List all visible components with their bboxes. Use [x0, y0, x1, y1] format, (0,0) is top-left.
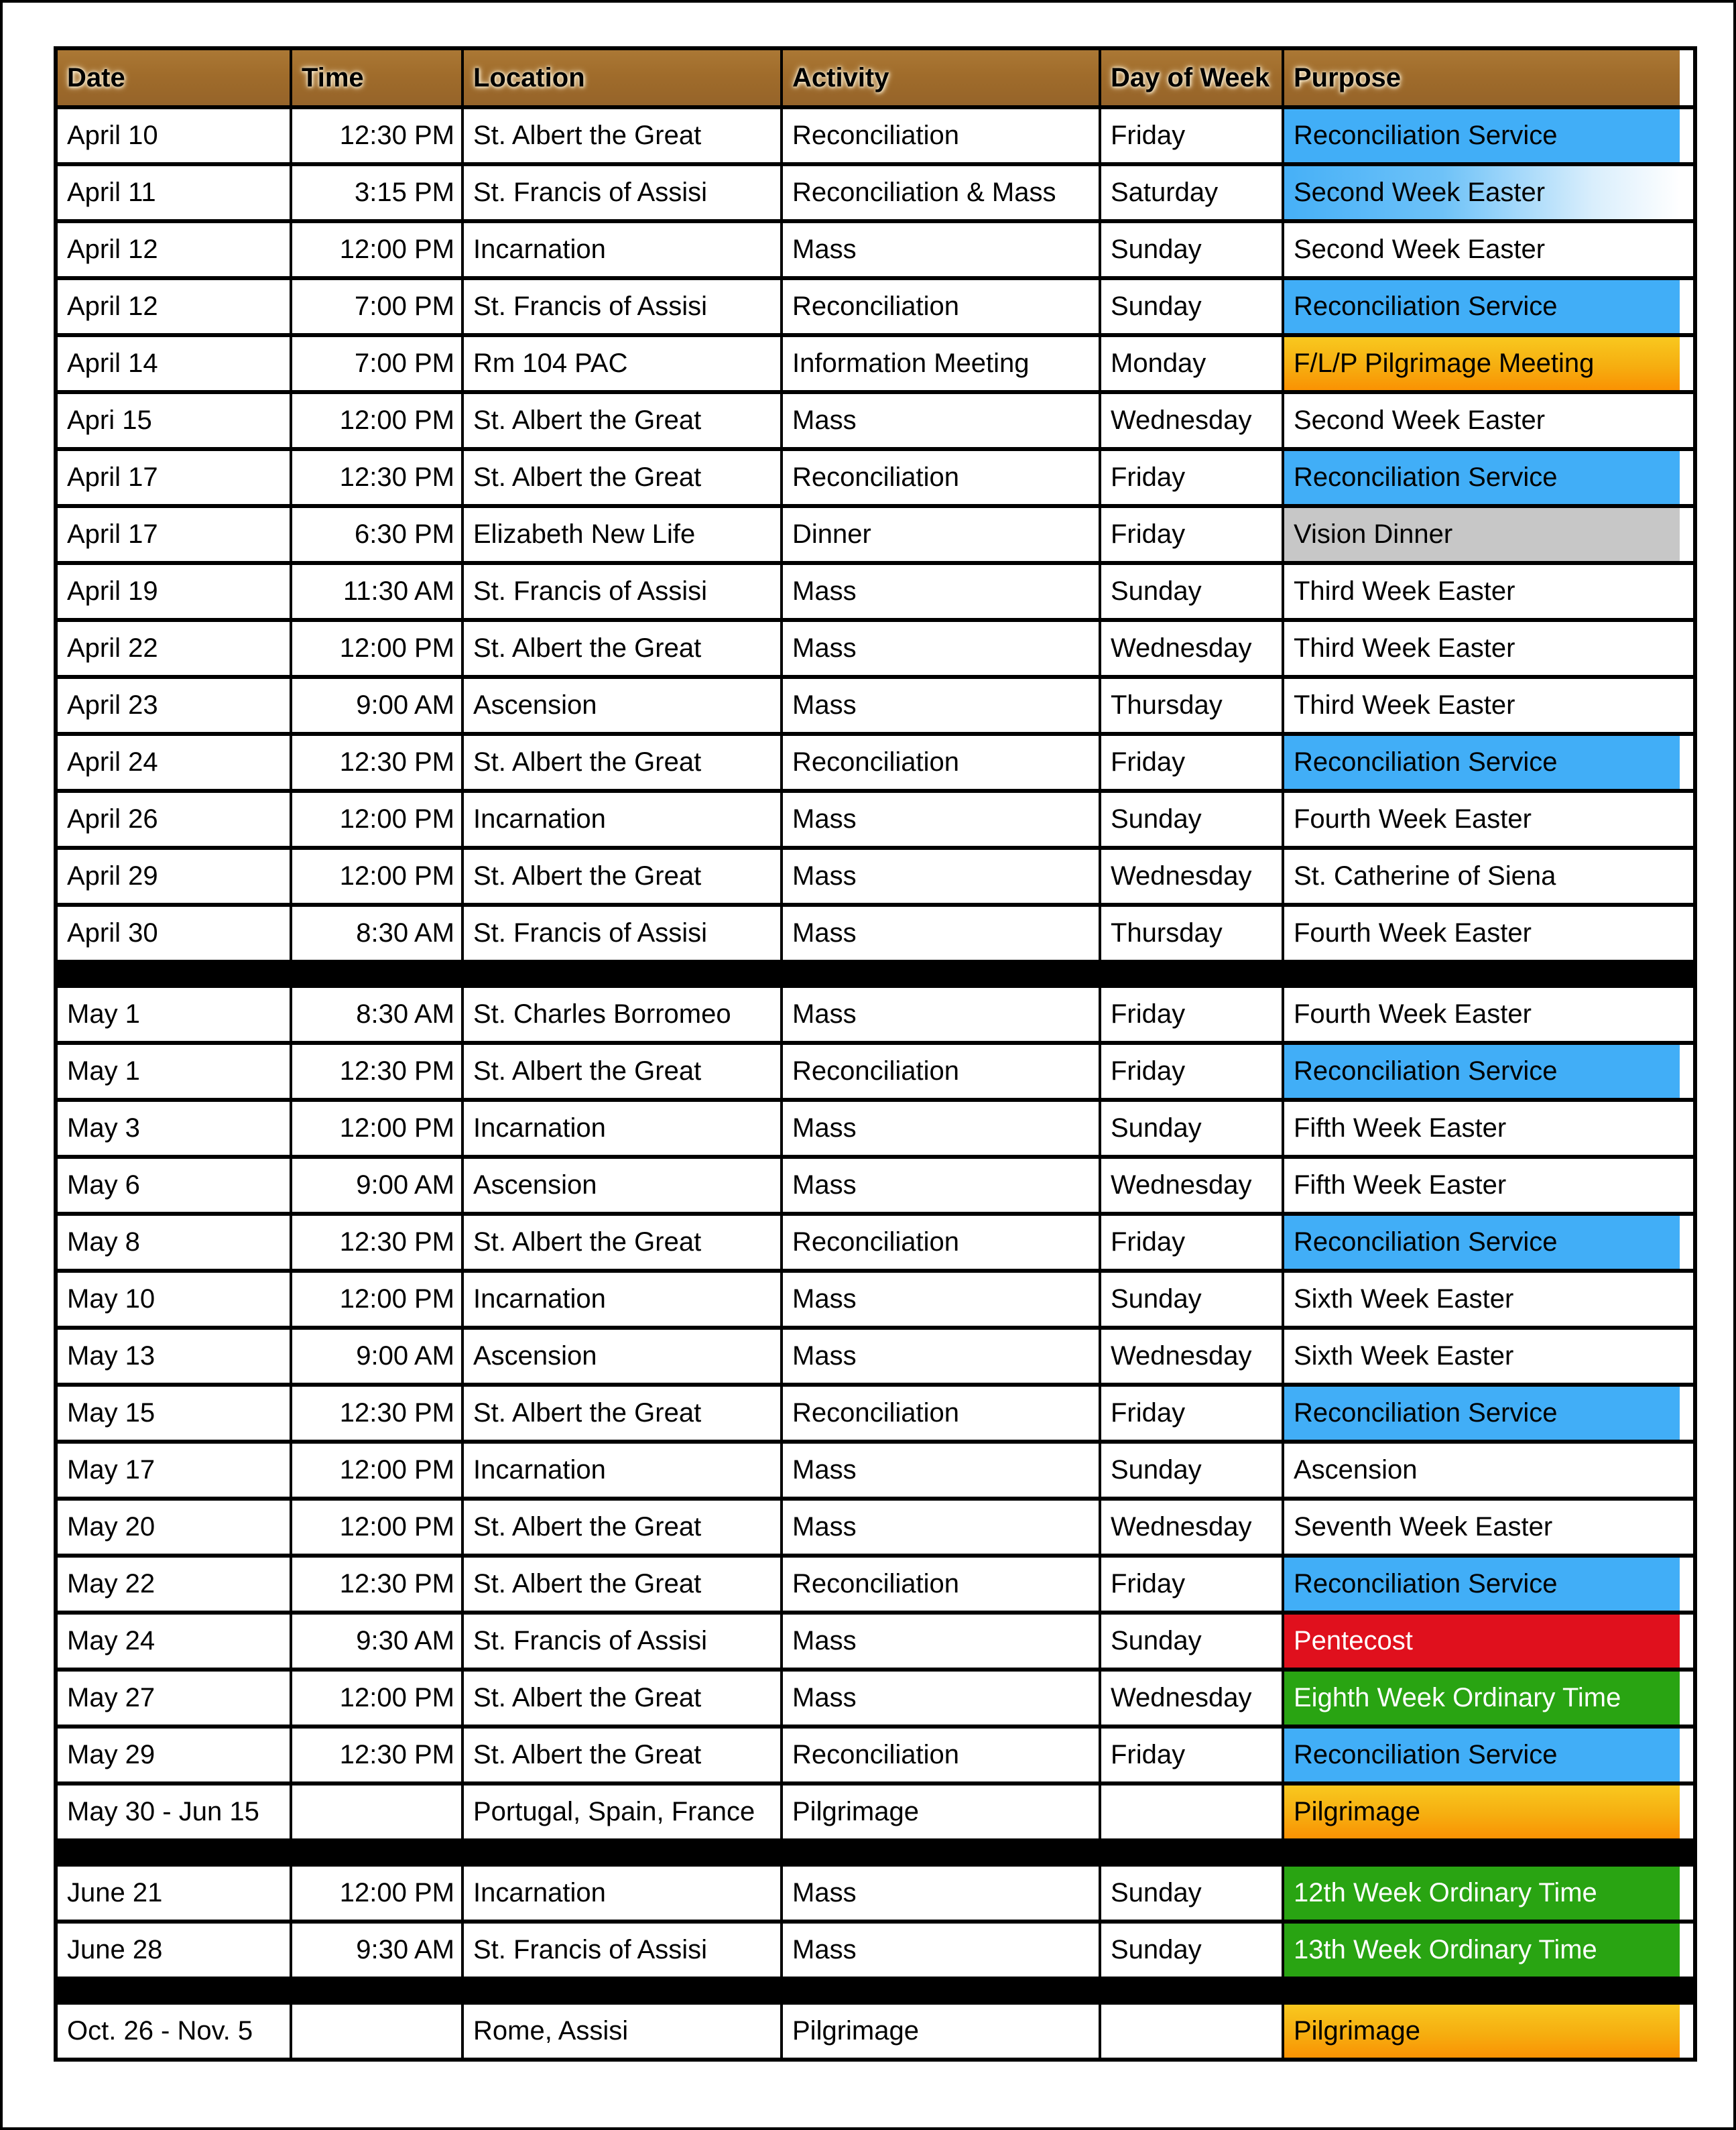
cell-location: St. Albert the Great [461, 1729, 780, 1781]
table-row [58, 166, 1693, 223]
cell-day: Wednesday [1099, 1501, 1282, 1554]
cell-purpose: 12th Week Ordinary Time [1282, 1867, 1680, 1920]
table-row [58, 1615, 1693, 1672]
cell-location: St. Francis of Assisi [461, 565, 780, 618]
cell-day: Friday [1099, 1729, 1282, 1781]
cell-time: 9:00 AM [290, 1159, 461, 1212]
cell-purpose: Fifth Week Easter [1282, 1159, 1680, 1212]
cell-time: 11:30 AM [290, 565, 461, 618]
table-row [58, 394, 1693, 451]
cell-time: 9:30 AM [290, 1615, 461, 1668]
section-separator [58, 1842, 1693, 1867]
table-row [58, 1102, 1693, 1159]
cell-day: Saturday [1099, 166, 1282, 219]
cell-purpose: Reconciliation Service [1282, 1045, 1680, 1098]
cell-date: June 21 [58, 1867, 290, 1920]
cell-day: Wednesday [1099, 394, 1282, 447]
cell-activity: Reconciliation [780, 1558, 1099, 1611]
table-row [58, 1330, 1693, 1387]
cell-location: Rm 104 PAC [461, 337, 780, 390]
cell-location: Incarnation [461, 793, 780, 846]
cell-purpose: Fourth Week Easter [1282, 988, 1680, 1041]
cell-date: April 29 [58, 850, 290, 903]
cell-day: Friday [1099, 508, 1282, 561]
cell-time: 12:00 PM [290, 223, 461, 276]
cell-date: April 14 [58, 337, 290, 390]
cell-day: Wednesday [1099, 622, 1282, 675]
cell-location: Ascension [461, 1330, 780, 1383]
cell-time: 6:30 PM [290, 508, 461, 561]
cell-activity: Reconciliation [780, 1045, 1099, 1098]
cell-day: Wednesday [1099, 1672, 1282, 1725]
cell-time: 12:00 PM [290, 1102, 461, 1155]
table-row [58, 565, 1693, 622]
cell-location: St. Albert the Great [461, 1387, 780, 1440]
header-cell-purpose: Purpose [1282, 50, 1680, 105]
table-row [58, 1387, 1693, 1444]
cell-day: Monday [1099, 337, 1282, 390]
cell-date: May 10 [58, 1273, 290, 1326]
cell-location: Rome, Assisi [461, 2005, 780, 2058]
cell-time: 7:00 PM [290, 280, 461, 333]
cell-purpose: Reconciliation Service [1282, 1387, 1680, 1440]
cell-activity: Reconciliation [780, 736, 1099, 789]
cell-purpose: Sixth Week Easter [1282, 1330, 1680, 1383]
cell-location: Elizabeth New Life [461, 508, 780, 561]
table-row [58, 1924, 1693, 1981]
cell-location: St. Albert the Great [461, 1501, 780, 1554]
cell-activity: Reconciliation [780, 109, 1099, 162]
cell-day: Sunday [1099, 565, 1282, 618]
cell-activity: Mass [780, 1444, 1099, 1497]
cell-activity: Mass [780, 850, 1099, 903]
cell-activity: Mass [780, 1159, 1099, 1212]
cell-location: St. Francis of Assisi [461, 1615, 780, 1668]
cell-date: April 11 [58, 166, 290, 219]
cell-day: Sunday [1099, 223, 1282, 276]
cell-day: Thursday [1099, 907, 1282, 960]
table-row [58, 2005, 1693, 2058]
cell-activity: Information Meeting [780, 337, 1099, 390]
cell-location: St. Albert the Great [461, 1045, 780, 1098]
table-row [58, 850, 1693, 907]
table-row [58, 223, 1693, 280]
cell-purpose: Pilgrimage [1282, 1786, 1680, 1838]
cell-day: Friday [1099, 1216, 1282, 1269]
cell-location: St. Albert the Great [461, 1216, 780, 1269]
cell-date: May 13 [58, 1330, 290, 1383]
cell-day: Friday [1099, 988, 1282, 1041]
cell-purpose: Reconciliation Service [1282, 109, 1680, 162]
cell-time: 12:30 PM [290, 1045, 461, 1098]
cell-location: St. Albert the Great [461, 451, 780, 504]
cell-location: St. Francis of Assisi [461, 166, 780, 219]
cell-date: Oct. 26 - Nov. 5 [58, 2005, 290, 2058]
cell-date: April 12 [58, 280, 290, 333]
cell-purpose: 13th Week Ordinary Time [1282, 1924, 1680, 1977]
cell-time: 12:30 PM [290, 1558, 461, 1611]
table-row [58, 1729, 1693, 1786]
cell-time [290, 2005, 461, 2058]
cell-time: 7:00 PM [290, 337, 461, 390]
cell-date: May 6 [58, 1159, 290, 1212]
cell-purpose: Third Week Easter [1282, 622, 1680, 675]
table-row [58, 1672, 1693, 1729]
header-cell-activity: Activity [780, 50, 1099, 105]
cell-time: 8:30 AM [290, 988, 461, 1041]
cell-location: St. Albert the Great [461, 1672, 780, 1725]
cell-location: St. Albert the Great [461, 736, 780, 789]
cell-day: Friday [1099, 1387, 1282, 1440]
cell-activity: Mass [780, 1672, 1099, 1725]
cell-location: Incarnation [461, 1273, 780, 1326]
cell-purpose: Second Week Easter [1282, 394, 1680, 447]
cell-activity: Reconciliation [780, 1216, 1099, 1269]
cell-time: 8:30 AM [290, 907, 461, 960]
section-separator [58, 1981, 1693, 2005]
header-row [58, 50, 1693, 109]
cell-time: 12:00 PM [290, 622, 461, 675]
cell-activity: Mass [780, 1924, 1099, 1977]
cell-location: Ascension [461, 1159, 780, 1212]
cell-date: May 27 [58, 1672, 290, 1725]
cell-day: Friday [1099, 451, 1282, 504]
cell-date: Apri 15 [58, 394, 290, 447]
table-row [58, 508, 1693, 565]
cell-date: May 8 [58, 1216, 290, 1269]
cell-time [290, 1786, 461, 1838]
table-row [58, 1444, 1693, 1501]
cell-location: St. Albert the Great [461, 850, 780, 903]
cell-activity: Pilgrimage [780, 2005, 1099, 2058]
cell-location: Incarnation [461, 223, 780, 276]
cell-purpose: Reconciliation Service [1282, 1558, 1680, 1611]
table-row [58, 1045, 1693, 1102]
cell-day: Sunday [1099, 1924, 1282, 1977]
table-row [58, 907, 1693, 964]
cell-purpose: Fourth Week Easter [1282, 907, 1680, 960]
cell-location: Ascension [461, 679, 780, 732]
cell-activity: Reconciliation [780, 451, 1099, 504]
cell-purpose: Vision Dinner [1282, 508, 1680, 561]
cell-date: May 1 [58, 988, 290, 1041]
table-row [58, 1159, 1693, 1216]
header-cell-time: Time [290, 50, 461, 105]
cell-activity: Mass [780, 907, 1099, 960]
cell-purpose: Sixth Week Easter [1282, 1273, 1680, 1326]
cell-day: Friday [1099, 1558, 1282, 1611]
cell-activity: Mass [780, 1102, 1099, 1155]
cell-activity: Reconciliation [780, 1387, 1099, 1440]
cell-date: April 19 [58, 565, 290, 618]
table-row [58, 1273, 1693, 1330]
cell-location: St. Francis of Assisi [461, 907, 780, 960]
table-row [58, 1867, 1693, 1924]
cell-date: May 1 [58, 1045, 290, 1098]
header-cell-date: Date [58, 50, 290, 105]
cell-time: 12:30 PM [290, 1387, 461, 1440]
cell-date: May 17 [58, 1444, 290, 1497]
cell-date: April 12 [58, 223, 290, 276]
table-row [58, 1786, 1693, 1842]
cell-purpose: Eighth Week Ordinary Time [1282, 1672, 1680, 1725]
table-row [58, 679, 1693, 736]
cell-date: May 20 [58, 1501, 290, 1554]
cell-activity: Mass [780, 1501, 1099, 1554]
cell-day: Sunday [1099, 793, 1282, 846]
table-row [58, 1558, 1693, 1615]
cell-day: Friday [1099, 109, 1282, 162]
table-row [58, 622, 1693, 679]
table-row [58, 337, 1693, 394]
cell-date: April 26 [58, 793, 290, 846]
cell-time: 12:00 PM [290, 793, 461, 846]
cell-activity: Mass [780, 1615, 1099, 1668]
cell-day [1099, 1786, 1282, 1838]
cell-day: Wednesday [1099, 850, 1282, 903]
cell-activity: Mass [780, 1330, 1099, 1383]
cell-activity: Reconciliation [780, 1729, 1099, 1781]
cell-purpose: Third Week Easter [1282, 565, 1680, 618]
cell-location: Incarnation [461, 1102, 780, 1155]
cell-activity: Reconciliation [780, 280, 1099, 333]
cell-activity: Mass [780, 679, 1099, 732]
cell-time: 12:30 PM [290, 109, 461, 162]
cell-date: May 3 [58, 1102, 290, 1155]
header-cell-day: Day of Week [1099, 50, 1282, 105]
table-row [58, 1216, 1693, 1273]
table-row [58, 109, 1693, 166]
cell-activity: Mass [780, 394, 1099, 447]
cell-date: April 22 [58, 622, 290, 675]
cell-day: Wednesday [1099, 1330, 1282, 1383]
cell-day: Sunday [1099, 1867, 1282, 1920]
cell-location: Incarnation [461, 1867, 780, 1920]
cell-date: April 17 [58, 508, 290, 561]
cell-activity: Pilgrimage [780, 1786, 1099, 1838]
cell-activity: Mass [780, 988, 1099, 1041]
cell-purpose: F/L/P Pilgrimage Meeting [1282, 337, 1680, 390]
cell-day: Sunday [1099, 1273, 1282, 1326]
cell-purpose: Reconciliation Service [1282, 736, 1680, 789]
cell-date: April 17 [58, 451, 290, 504]
cell-date: May 15 [58, 1387, 290, 1440]
cell-date: April 30 [58, 907, 290, 960]
cell-location: Portugal, Spain, France [461, 1786, 780, 1838]
cell-day: Wednesday [1099, 1159, 1282, 1212]
cell-date: April 23 [58, 679, 290, 732]
header-cell-location: Location [461, 50, 780, 105]
table-row [58, 988, 1693, 1045]
cell-location: St. Francis of Assisi [461, 280, 780, 333]
cell-activity: Mass [780, 1867, 1099, 1920]
cell-time: 9:30 AM [290, 1924, 461, 1977]
cell-time: 3:15 PM [290, 166, 461, 219]
cell-activity: Mass [780, 565, 1099, 618]
cell-day: Friday [1099, 1045, 1282, 1098]
cell-activity: Mass [780, 793, 1099, 846]
cell-time: 9:00 AM [290, 1330, 461, 1383]
cell-location: Incarnation [461, 1444, 780, 1497]
cell-purpose: Second Week Easter [1282, 223, 1680, 276]
cell-time: 12:30 PM [290, 451, 461, 504]
cell-time: 12:00 PM [290, 394, 461, 447]
cell-date: April 24 [58, 736, 290, 789]
cell-date: June 28 [58, 1924, 290, 1977]
cell-activity: Mass [780, 622, 1099, 675]
cell-purpose: Ascension [1282, 1444, 1680, 1497]
cell-time: 12:30 PM [290, 1216, 461, 1269]
table-row [58, 1501, 1693, 1558]
cell-location: St. Albert the Great [461, 109, 780, 162]
schedule-table [54, 46, 1697, 2062]
cell-date: May 24 [58, 1615, 290, 1668]
cell-purpose: Reconciliation Service [1282, 280, 1680, 333]
cell-time: 12:00 PM [290, 1867, 461, 1920]
cell-time: 12:30 PM [290, 1729, 461, 1781]
table-row [58, 793, 1693, 850]
cell-purpose: Pilgrimage [1282, 2005, 1680, 2058]
cell-purpose: St. Catherine of Siena [1282, 850, 1680, 903]
table-row [58, 736, 1693, 793]
cell-time: 12:30 PM [290, 736, 461, 789]
table-row [58, 280, 1693, 337]
cell-day: Sunday [1099, 1102, 1282, 1155]
cell-location: St. Albert the Great [461, 622, 780, 675]
cell-activity: Mass [780, 223, 1099, 276]
cell-day: Sunday [1099, 1444, 1282, 1497]
cell-day [1099, 2005, 1282, 2058]
section-separator [58, 964, 1693, 988]
cell-day: Friday [1099, 736, 1282, 789]
cell-purpose: Second Week Easter [1282, 166, 1680, 219]
cell-purpose: Reconciliation Service [1282, 1729, 1680, 1781]
cell-location: St. Charles Borromeo [461, 988, 780, 1041]
cell-purpose: Reconciliation Service [1282, 1216, 1680, 1269]
cell-time: 12:00 PM [290, 1444, 461, 1497]
cell-date: May 30 - Jun 15 [58, 1786, 290, 1838]
cell-date: April 10 [58, 109, 290, 162]
cell-activity: Dinner [780, 508, 1099, 561]
cell-day: Sunday [1099, 280, 1282, 333]
cell-time: 12:00 PM [290, 1672, 461, 1725]
cell-location: St. Albert the Great [461, 394, 780, 447]
cell-location: St. Francis of Assisi [461, 1924, 780, 1977]
cell-time: 12:00 PM [290, 1273, 461, 1326]
cell-date: May 29 [58, 1729, 290, 1781]
cell-location: St. Albert the Great [461, 1558, 780, 1611]
cell-activity: Reconciliation & Mass [780, 166, 1099, 219]
cell-purpose: Third Week Easter [1282, 679, 1680, 732]
cell-day: Thursday [1099, 679, 1282, 732]
cell-time: 12:00 PM [290, 1501, 461, 1554]
cell-date: May 22 [58, 1558, 290, 1611]
cell-purpose: Reconciliation Service [1282, 451, 1680, 504]
cell-purpose: Seventh Week Easter [1282, 1501, 1680, 1554]
cell-purpose: Fifth Week Easter [1282, 1102, 1680, 1155]
cell-time: 12:00 PM [290, 850, 461, 903]
cell-purpose: Pentecost [1282, 1615, 1680, 1668]
table-row [58, 451, 1693, 508]
cell-activity: Mass [780, 1273, 1099, 1326]
cell-time: 9:00 AM [290, 679, 461, 732]
cell-purpose: Fourth Week Easter [1282, 793, 1680, 846]
cell-day: Sunday [1099, 1615, 1282, 1668]
